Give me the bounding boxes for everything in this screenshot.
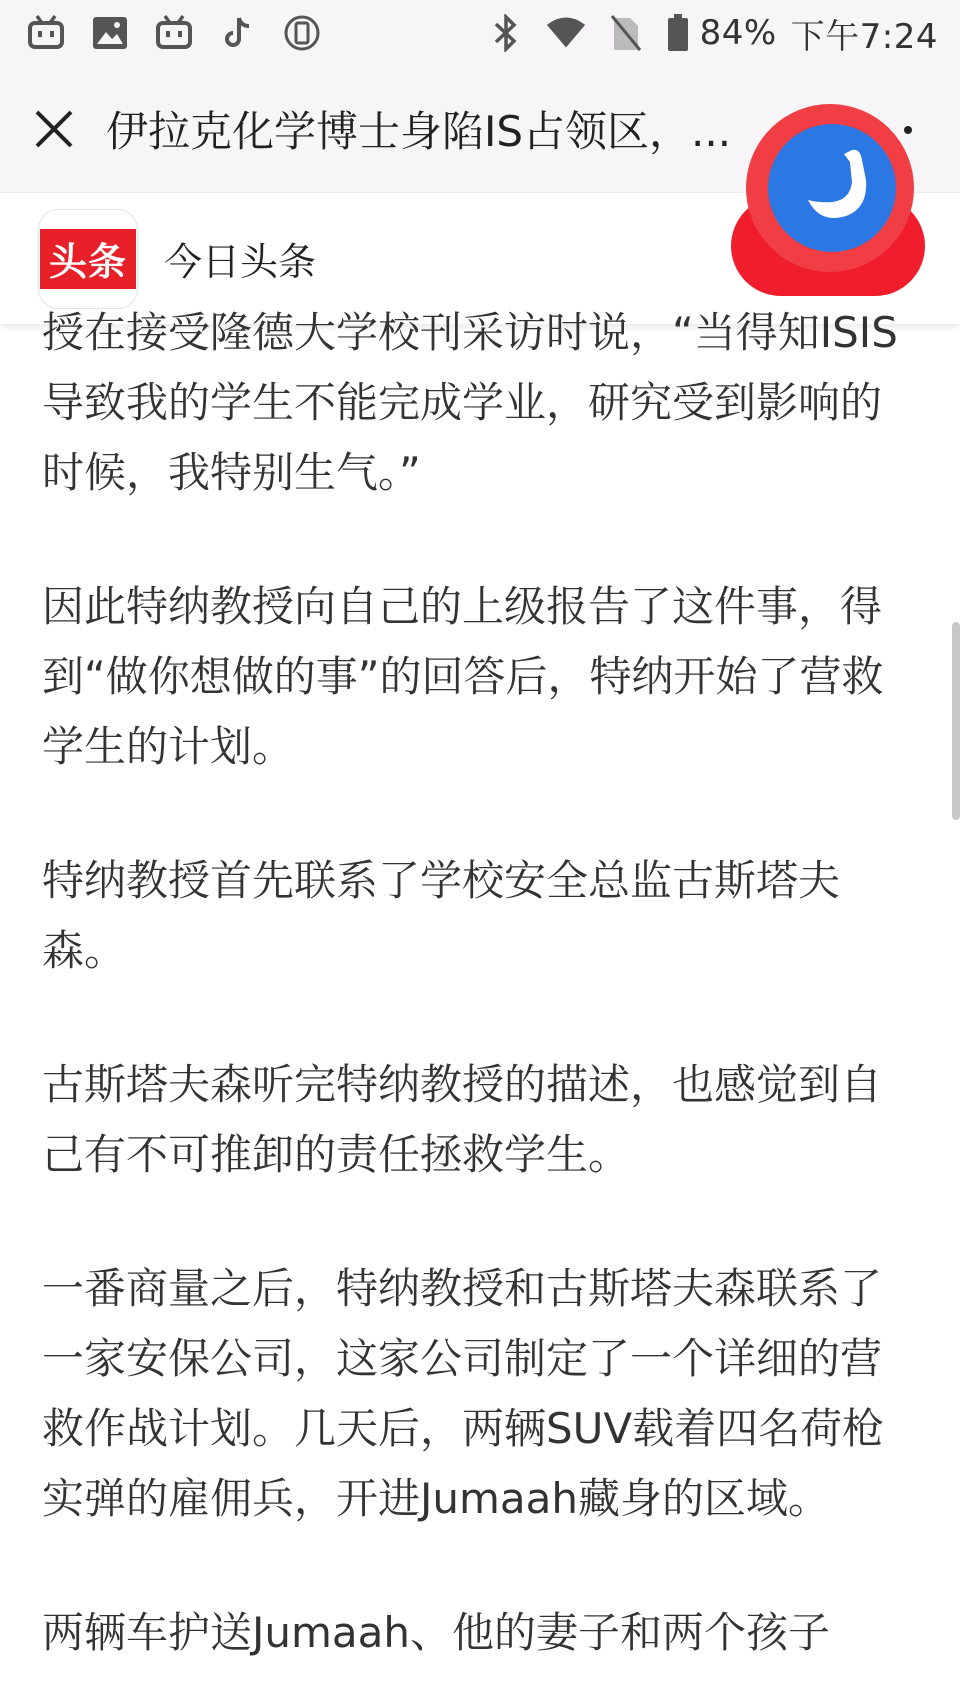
bilibili-icon [26, 13, 66, 53]
tiktok-icon [218, 13, 258, 53]
article-paragraph: 一番商量之后，特纳教授和古斯塔夫森联系了一家安保公司，这家公司制定了一个详细的营救作战计划。几天后，两辆SUV载着四名荷枪实弹的雇佣兵，开进Jumaah藏身的区域。 [42, 1264, 885, 1523]
close-button[interactable] [30, 105, 78, 153]
gallery-icon [90, 13, 130, 53]
swan-icon [728, 104, 928, 300]
article-paragraph: 特纳教授首先联系了学校安全总监古斯塔夫森。 [42, 856, 841, 975]
floating-assistant-button[interactable] [728, 104, 928, 300]
article-paragraph: 两辆车护送Jumaah、他的妻子和两个孩子 [42, 1608, 831, 1657]
scrollbar[interactable] [952, 622, 960, 820]
article-paragraph: 古斯塔夫森听完特纳教授的描述，也感觉到自己有不可推卸的责任拯救学生。 [42, 1060, 883, 1179]
status-left-icons [26, 13, 346, 53]
source-name[interactable]: 今日头条 [164, 240, 317, 284]
logo-text: 头条 [40, 229, 136, 289]
battery-icon [666, 13, 690, 53]
no-sim-icon [606, 13, 646, 53]
status-right-icons [486, 9, 938, 58]
article-paragraph: 授在接受隆德大学校刊采访时说，“当得知ISIS导致我的学生不能完成学业，研究受到影响的时候，我特别生气。” [42, 308, 898, 497]
battery-percentage: 84% [699, 13, 777, 53]
wifi-icon [546, 13, 586, 53]
toutiao-logo[interactable] [38, 209, 138, 309]
article-paragraph: 因此特纳教授向自己的上级报告了这件事，得到“做你想做的事”的回答后，特纳开始了营救学生的计划。 [42, 582, 884, 771]
page-title: 伊拉克化学博士身陷IS占领区，... [106, 107, 732, 156]
bluetooth-icon [486, 13, 526, 53]
vibrate-icon [282, 13, 322, 53]
status-bar [0, 0, 960, 66]
bilibili-icon [154, 13, 194, 53]
clock: 下午7:24 [790, 16, 938, 57]
article-body [42, 306, 922, 1707]
close-icon [34, 109, 74, 149]
